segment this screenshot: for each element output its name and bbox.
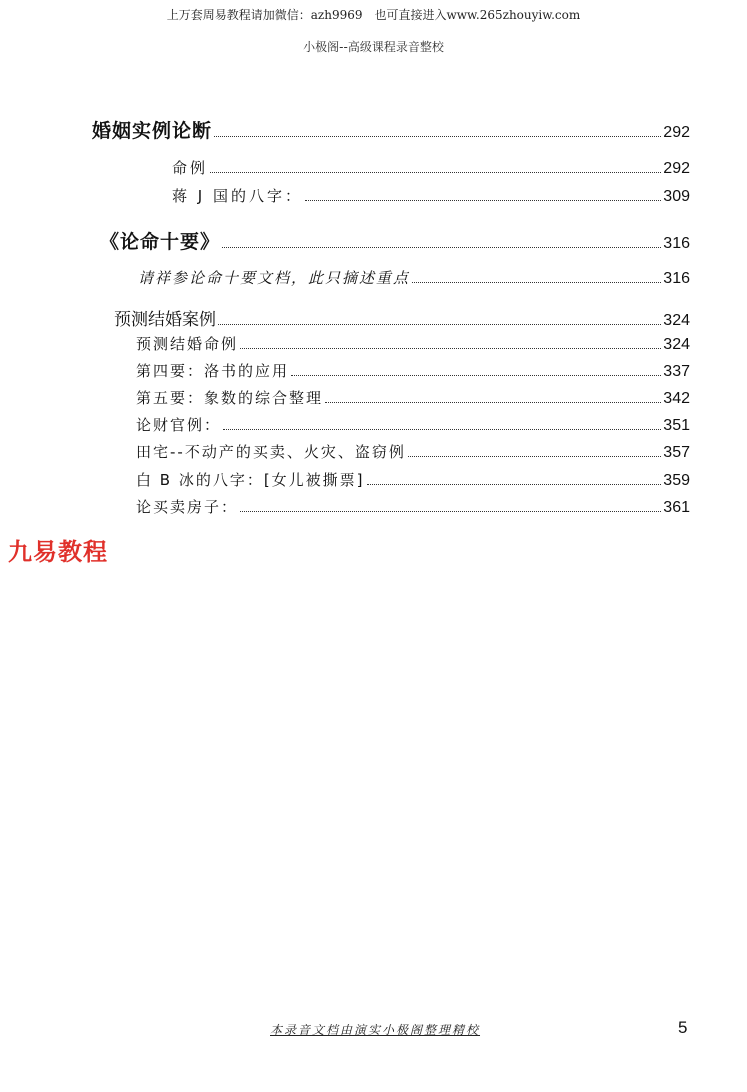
- toc-entry-caiguan[interactable]: [136, 414, 690, 435]
- toc-entry-page: 337: [663, 363, 690, 380]
- sub-header-title: 小极阁--高级课程录音整校: [303, 40, 444, 54]
- toc-entry-page: 324: [663, 336, 690, 353]
- toc-entry-fifth-xiangshu[interactable]: [136, 387, 690, 408]
- toc-entry-marriage-cases[interactable]: [92, 116, 690, 143]
- watermark-logo: 九易教程: [8, 538, 108, 566]
- toc-entry-page: 316: [663, 270, 690, 287]
- toc-entry-marriage-prediction-case[interactable]: [136, 333, 690, 354]
- toc-entry-label: 婚姻实例论断: [92, 120, 213, 142]
- toc-leader-dots: [210, 172, 661, 173]
- toc-entry-label: 蒋 J 国的八字：: [172, 187, 303, 205]
- toc-entry-label: 命例: [172, 159, 209, 177]
- toc-entry-see-document[interactable]: [138, 267, 690, 288]
- toc-entry-house-trading[interactable]: [136, 496, 690, 517]
- toc-entry-mingli[interactable]: [172, 157, 690, 178]
- toc-leader-dots: [240, 348, 661, 349]
- toc-leader-dots: [214, 136, 661, 137]
- toc-entry-label: 预测结婚案例: [114, 310, 216, 330]
- toc-entry-page: 324: [663, 312, 690, 329]
- toc-leader-dots: [325, 402, 661, 403]
- toc-entry-label: 预测结婚命例: [136, 335, 239, 353]
- toc-entry-label: 论买卖房子：: [136, 498, 239, 516]
- toc-entry-page: 309: [663, 188, 690, 205]
- toc-entry-label: 请祥参论命十要文档，此只摘述重点: [138, 269, 411, 287]
- toc-entry-label: 论财官例：: [136, 416, 222, 434]
- toc-entry-marriage-prediction[interactable]: [114, 305, 690, 330]
- toc-entry-label: 《论命十要》: [100, 231, 221, 253]
- toc-entry-fourth-luoshu[interactable]: [136, 360, 690, 381]
- toc-leader-dots: [223, 429, 661, 430]
- toc-entry-page: 357: [663, 444, 690, 461]
- toc-entry-page: 292: [663, 124, 690, 141]
- toc-leader-dots: [291, 375, 661, 376]
- toc-entry-label: 田宅--不动产的买卖、火灾、盗窃例: [136, 443, 406, 461]
- toc-leader-dots: [218, 324, 661, 325]
- toc-entry-bazi-jiang[interactable]: [172, 185, 690, 206]
- toc-leader-dots: [408, 456, 661, 457]
- toc-leader-dots: [222, 247, 661, 248]
- toc-entry-label: 白 B 冰的八字：[女儿被撕票]: [136, 471, 365, 489]
- toc-entry-lunming-shiyao[interactable]: [100, 227, 690, 254]
- toc-entry-label: 第五要：象数的综合整理: [136, 389, 324, 407]
- toc-entry-page: 342: [663, 390, 690, 407]
- toc-entry-tianzhai[interactable]: [136, 441, 690, 462]
- toc-entry-page: 359: [663, 472, 690, 489]
- toc-entry-page: 292: [663, 160, 690, 177]
- toc-entry-page: 316: [663, 235, 690, 252]
- toc-entry-page: 351: [663, 417, 690, 434]
- footer-note: 本录音文档由演实小极阁整理精校: [270, 1023, 481, 1037]
- page-number: 5: [678, 1018, 688, 1037]
- toc-leader-dots: [367, 484, 662, 485]
- toc-leader-dots: [240, 511, 661, 512]
- toc-leader-dots: [305, 200, 661, 201]
- toc-entry-bazi-bai[interactable]: [136, 469, 690, 490]
- top-header-ad-line: 上万套周易教程请加微信：azh9969 也可直接进入www.265zhouyiw.com: [166, 8, 581, 22]
- toc-entry-page: 361: [663, 499, 690, 516]
- toc-entry-label: 第四要：洛书的应用: [136, 362, 290, 380]
- toc-leader-dots: [412, 282, 661, 283]
